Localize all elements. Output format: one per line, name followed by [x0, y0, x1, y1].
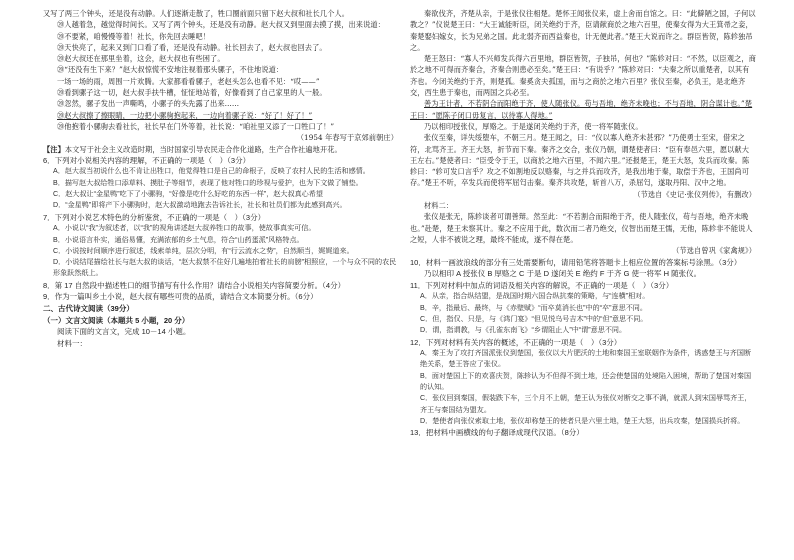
- text-paragraph-underlined: 善为王计者，不若阴合而阳绝于齐，使人随张仪。苟与吾地，绝齐未晚也；不与吾地，阴合谋计也。”楚王曰：“愿陈子闭口毋复言，以待寡人得地。”: [410, 99, 753, 120]
- question-13: [410, 427, 756, 439]
- question-stem: 11．下列对材料中加点的词语及相关内容的解说，不正确的一项是（ ）（3分）: [410, 280, 674, 290]
- story-paragraph: ⑳人越着急，越觉得时间长。又写了两个钟头，还是没有动静。赵大叔又到里面去摸了摸，出来说道：: [57, 20, 385, 30]
- option-d[interactable]: D．谓，指谓教，与《孔雀东南飞》“乡谓阻止人”中“谓”意思不同。: [420, 326, 627, 335]
- option-b[interactable]: B．辛，指最后、最终，与《赤壁赋》“而卒莫消长也”中的“卒”意思不同。: [420, 303, 647, 312]
- story-paragraph: ⑳忽然，骡子发出一声嘶鸣，小骡子的头先露了出来……: [57, 99, 240, 109]
- question-10: [410, 257, 756, 280]
- question-stem: 6．下列对小说相关内容的理解，不正确的一项是（ ）（3分）: [43, 155, 251, 165]
- question-12: [410, 337, 756, 349]
- note-label: 【注】: [43, 144, 65, 154]
- story-paragraph: 一场一场的雨，周围一片欢腾。大家都看看骡子，老赵头怎么也看不见：“哎——”: [57, 76, 320, 86]
- note-text: 本文写于社会主义改造时期，当时国家引导农民走合作化道路，生产合作社遍地开花。: [64, 144, 342, 154]
- story-paragraph: 又写了两三个钟头，还是没有动静。人们逐渐走散了，牲口圈前面只留下赵大叔和社长几个人。: [43, 9, 350, 18]
- question-6: [43, 155, 398, 167]
- story-source: （1954 年春写于京郊前朝庄）: [296, 133, 398, 143]
- question-stem: 10．材料一画波浪线的部分有三处需要断句，请用铅笔将答题卡上相应位置的答案标号涂黑。（3分）: [410, 257, 742, 267]
- question-7-options: [43, 223, 398, 279]
- text-paragraph: 张仪至秦，详失绥堕车，不朝三月。楚王闻之，曰：“仪以寡人绝齐未甚邪？”乃使勇士至宋，借宋之符，北骂齐王。齐王大怒，折节而下秦。秦齐之交合，张仪乃朝，谓楚使者曰：“臣有奉邑六里，愿以献大王左右。”楚使者曰：“臣受令于王，以商於之地六百里，不闻六里。”还报楚王，楚王大怒，发兵而攻秦。陈轸曰：“轸可发口言乎？攻之不如割地反以赂秦，与之并兵而攻齐，是我出地于秦，取偿于齐也，王国尚可存。”楚王不听，卒发兵而使将军屈匄击秦。秦齐共攻楚，斩首八万，杀屈匄，遂取丹阳、汉中之地。: [410, 133, 750, 188]
- option-b[interactable]: B．描写赵大叔给牲口添草料、摸肚子等细节，表现了他对牲口的珍视与爱护，也为下文做了铺垫。: [53, 178, 363, 187]
- story-passage: [43, 8, 398, 155]
- option-a[interactable]: A．秦王为了攻打齐国派张仪到楚国，张仪以大片肥沃的土地和秦国王室联姻作为条件，诱惑楚王与齐国断绝关系，楚王答应了张仪。: [420, 349, 752, 369]
- question-6-options: [43, 166, 398, 211]
- material-label: 材料一：: [57, 338, 87, 348]
- text-source: （节选自《史记·张仪列传》，有删改）: [633, 189, 756, 199]
- question-11: [410, 280, 756, 292]
- option-d[interactable]: D．“金星鸭”即将产下小骡驹时，赵大叔激动地跑去告诉社长，社长和社员们都为此感到高兴。: [53, 201, 347, 210]
- text-paragraph: 张仪是张无，陈轸谈者可谓善辩。然至此：“不若割合而阳绝于齐，使人随张仪，苟与吾地，绝齐未晚也。”赴楚，楚王未察其计。秦之不应用于此，数次而二者乃绝交，仪智出而楚王懦，无他，陈轸非不能说人之短，人非不被说之理，最终不能成，遂不得在楚。: [410, 212, 753, 244]
- story-paragraph: ⑳天快亮了，起来又到门口看了看，还是没有动静。社长回去了，赵大叔也回去了。: [57, 42, 327, 52]
- right-column: [410, 8, 756, 553]
- option-c[interactable]: C．张仪回到秦国，假装跌下车，三个月不上朝，楚王认为张仪对断交之事不满，就派人到宋国辱骂齐王，齐王与秦国结为盟友。: [420, 394, 752, 414]
- option-b[interactable]: B．小说语言朴实，通俗易懂，充满浓郁的乡土气息，符合“山药蛋派”风格特点。: [53, 235, 304, 244]
- material-label: 材料二：: [424, 201, 454, 211]
- question-10-sentence: 乃以相印 A 授张仪 B 厚赂之 C 于是 D 遂闭关 E 绝约 F 于齐 G 使一将军 H 随张仪。: [424, 269, 702, 279]
- question-8-9: [43, 280, 398, 350]
- story-paragraph: ⑳看到骡子这一切，赵大叔手扶牛槽，怔怔地站着，好像看到了自己家里的人一般。: [57, 88, 327, 98]
- story-paragraph-underlined: ⑳赵大叔擦了擦眼睛，一边把小骡驹抱起来，一边向着骡子说：“好了！好了！”: [57, 110, 313, 120]
- question-12-options: [410, 348, 756, 427]
- option-b[interactable]: B．面对楚国上下的欢喜庆贺，陈轸认为不但得不到土地，还会使楚国的处境陷入困境，帮助了楚国对秦国的认知。: [420, 371, 752, 391]
- option-c[interactable]: C．小说按时间顺序进行叙述，线索单纯，层次分明，有“行云流水之势”，自然顺当，娓娓道来。: [53, 246, 354, 255]
- question-7: [43, 212, 398, 224]
- option-c[interactable]: C．但，指仅、只是，与《鸿门宴》“但见悦乌号吉木”中的“但”意思不同。: [420, 314, 648, 323]
- section-heading: 二、古代诗文阅读（39分）: [43, 303, 134, 313]
- left-column: [43, 8, 398, 553]
- text-paragraph: 楚王怒曰：“寡人不兴师发兵得六百里地，群臣皆贺，子独吊，何也？”陈轸对曰：“不然，以臣观之，商於之地不可得而齐秦合，齐秦合则患必至矣。”楚王曰：“有说乎？”陈轸对曰：“夫秦之所以重楚者，以其有齐也。今闭关绝约于齐，则楚孤。秦奚贪夫孤国，而与之商於之地六百里？张仪至秦，必负王，是北绝齐交，西生患于秦也，而两国之兵必至。: [410, 54, 756, 98]
- question-stem: 7．下列对小说艺术特色的分析鉴赏，不正确的一项是（ ）（3分）: [43, 212, 266, 222]
- question-stem: 13．把材料中画横线的句子翻译成现代汉语。（8分）: [410, 428, 584, 438]
- text-paragraph: 乃以相印授张仪，厚赂之。于是遂闭关绝约于齐，使一将军随张仪。: [424, 121, 643, 131]
- story-note: [43, 144, 398, 155]
- story-paragraph: ⑳“还没有生下来？”赵大叔惊慌不安地注视着那头骡子，不住地说道：: [57, 65, 284, 75]
- story-paragraph: ⑳他抱着小骡驹去看社长，社长早在门外等着，社长说：“咱社里又添了一口牲口了！”: [57, 121, 335, 131]
- text-source: （节选自曾巩《家禽规》）: [672, 246, 756, 256]
- classical-text: [410, 8, 756, 257]
- question-11-options: [410, 291, 756, 336]
- option-c[interactable]: C．赵大叔让“金星鸭”吃下了小骡驹，“好像是吃什么好吃的东西一样”，赵大叔真心希望: [53, 190, 323, 199]
- option-a[interactable]: A．从亲，指合纵结盟，是战国时期六国合纵抗秦的策略，与“连横”相对。: [420, 292, 650, 301]
- option-d[interactable]: D．楚使者向张仪索取土地，张仪却称楚王的使者只是六里土地，楚王大怒，出兵攻秦，楚国损兵折将。: [420, 416, 745, 425]
- subsection-heading: （一）文言文阅读（本题共 5 小题，20 分）: [43, 315, 190, 325]
- text-paragraph: 秦欲伐齐，齐楚从亲，于是张仪往相楚。楚怀王闻张仪来，虚上舍而自馆之。曰：“此僻陋之国，子何以教之？”仪说楚王曰：“大王诚能听臣，闭关绝约于齐，臣请献商於之地六百里，使秦女得为大王箕帚之妾，秦楚娶妇嫁女，长为兄弟之国。此北弱齐而西益秦也，计无便此者。”楚王大说而许之。群臣皆贺，陈轸独吊之。: [410, 9, 756, 52]
- question-stem: 12．下列对材料有关内容的概述，不正确的一项是（ ）（3分）: [410, 337, 622, 347]
- option-a[interactable]: A．小说以“我”为叙述者，以“我”的视角讲述赵大叔养牲口的故事，使故事真实可信。: [53, 224, 316, 233]
- option-a[interactable]: A．赵大叔当初说什么也不肯让出牲口，他觉得牲口是自己的命根子，反映了农村人民的生活和感情。: [53, 167, 370, 176]
- question-9: 9．作为一篇叫乡土小说，赵大叔有哪些可贵的品质，请结合文本简要分析。（6分）: [43, 292, 318, 302]
- question-8: 8．第 17 自然段中描述牲口的细节描写有什么作用？请结合小说相关内容简要分析。（4分）: [43, 280, 346, 290]
- option-d[interactable]: D．小说结尾描绘社长与赵大叔的谈话，“赵大叔禁不住好几遍地拍着社长的肩膀”相照应，一个与众不同的农民形象跃然纸上。: [53, 258, 397, 278]
- story-paragraph: ⑳不要紧，咱慢慢等着！社长，你先回去睡吧！: [57, 31, 211, 41]
- story-paragraph: ⑳赵大叔还在那里坐着，这会，赵大叔也有些困了。: [57, 54, 225, 64]
- instruction: 阅读下面的文言文，完成 10－14 小题。: [57, 327, 191, 337]
